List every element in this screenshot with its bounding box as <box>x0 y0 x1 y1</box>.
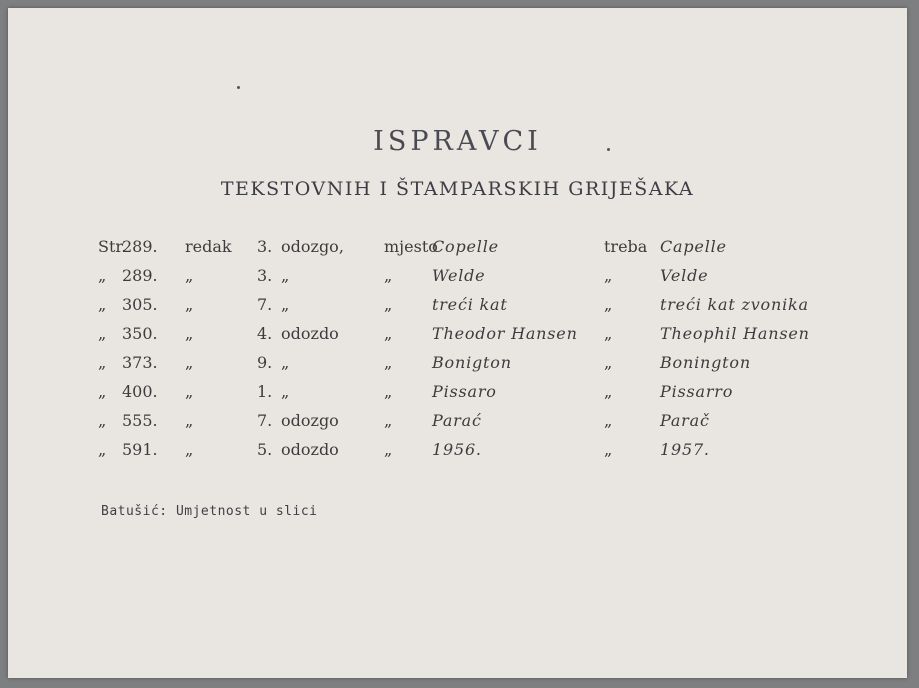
col-right: 1957. <box>660 440 710 459</box>
col-mjesto: „ <box>384 382 393 401</box>
col-page: 350. <box>122 324 158 343</box>
col-redak: „ <box>185 411 194 430</box>
col-direction: „ <box>281 382 290 401</box>
errata-row <box>8 324 907 348</box>
col-right: Parač <box>660 411 710 430</box>
col-page: 400. <box>122 382 158 401</box>
col-treba: „ <box>604 295 613 314</box>
col-treba: „ <box>604 440 613 459</box>
col-redak: „ <box>185 353 194 372</box>
col-str: Str. <box>98 237 127 256</box>
col-page: 289. <box>122 237 158 256</box>
col-direction: odozdo <box>281 324 339 343</box>
col-wrong: Bonigton <box>432 353 512 372</box>
errata-row <box>8 440 907 464</box>
errata-row <box>8 382 907 406</box>
errata-row <box>8 411 907 435</box>
col-line: 5. <box>257 440 273 459</box>
col-page: 289. <box>122 266 158 285</box>
col-wrong: 1956. <box>432 440 482 459</box>
book-reference: Batušić: Umjetnost u slici <box>101 504 318 519</box>
col-wrong: treći kat <box>432 295 508 314</box>
col-str: „ <box>98 440 107 459</box>
col-line: 9. <box>257 353 273 372</box>
col-line: 4. <box>257 324 273 343</box>
col-mjesto: mjesto <box>384 237 438 256</box>
col-page: 373. <box>122 353 158 372</box>
col-line: 1. <box>257 382 273 401</box>
col-wrong: Pissaro <box>432 382 497 401</box>
ink-speck <box>237 86 240 89</box>
col-direction: odozgo, <box>281 237 344 256</box>
col-treba: „ <box>604 382 613 401</box>
col-str: „ <box>98 295 107 314</box>
col-line: 7. <box>257 411 273 430</box>
col-line: 7. <box>257 295 273 314</box>
col-treba: „ <box>604 411 613 430</box>
col-right: Velde <box>660 266 709 285</box>
col-wrong: Theodor Hansen <box>432 324 578 343</box>
col-wrong: Welde <box>432 266 486 285</box>
col-str: „ <box>98 324 107 343</box>
col-right: Capelle <box>660 237 727 256</box>
page-title: ISPRAVCI <box>373 126 542 157</box>
col-mjesto: „ <box>384 440 393 459</box>
col-treba: „ <box>604 266 613 285</box>
col-wrong: Copelle <box>432 237 499 256</box>
col-mjesto: „ <box>384 411 393 430</box>
col-str: „ <box>98 411 107 430</box>
col-direction: „ <box>281 295 290 314</box>
col-right: Pissarro <box>660 382 734 401</box>
errata-row <box>8 266 907 290</box>
errata-row <box>8 237 907 261</box>
errata-row <box>8 295 907 319</box>
col-mjesto: „ <box>384 353 393 372</box>
col-treba: treba <box>604 237 648 256</box>
col-redak: „ <box>185 324 194 343</box>
col-redak: „ <box>185 295 194 314</box>
col-redak: „ <box>185 266 194 285</box>
col-str: „ <box>98 353 107 372</box>
col-mjesto: „ <box>384 266 393 285</box>
col-direction: „ <box>281 266 290 285</box>
col-page: 555. <box>122 411 158 430</box>
col-redak: „ <box>185 440 194 459</box>
col-page: 305. <box>122 295 158 314</box>
errata-row <box>8 353 907 377</box>
col-direction: odozdo <box>281 440 339 459</box>
col-direction: odozgo <box>281 411 339 430</box>
col-line: 3. <box>257 237 273 256</box>
col-line: 3. <box>257 266 273 285</box>
col-redak: redak <box>185 237 232 256</box>
col-page: 591. <box>122 440 158 459</box>
col-right: treći kat zvonika <box>660 295 809 314</box>
col-treba: „ <box>604 324 613 343</box>
col-right: Theophil Hansen <box>660 324 810 343</box>
col-mjesto: „ <box>384 295 393 314</box>
col-direction: „ <box>281 353 290 372</box>
col-treba: „ <box>604 353 613 372</box>
col-wrong: Parać <box>432 411 482 430</box>
col-right: Bonington <box>660 353 751 372</box>
col-mjesto: „ <box>384 324 393 343</box>
col-str: „ <box>98 266 107 285</box>
col-redak: „ <box>185 382 194 401</box>
col-str: „ <box>98 382 107 401</box>
errata-sheet <box>8 8 907 678</box>
page-subtitle: TEKSTOVNIH I ŠTAMPARSKIH GRIJEŠAKA <box>220 178 695 200</box>
